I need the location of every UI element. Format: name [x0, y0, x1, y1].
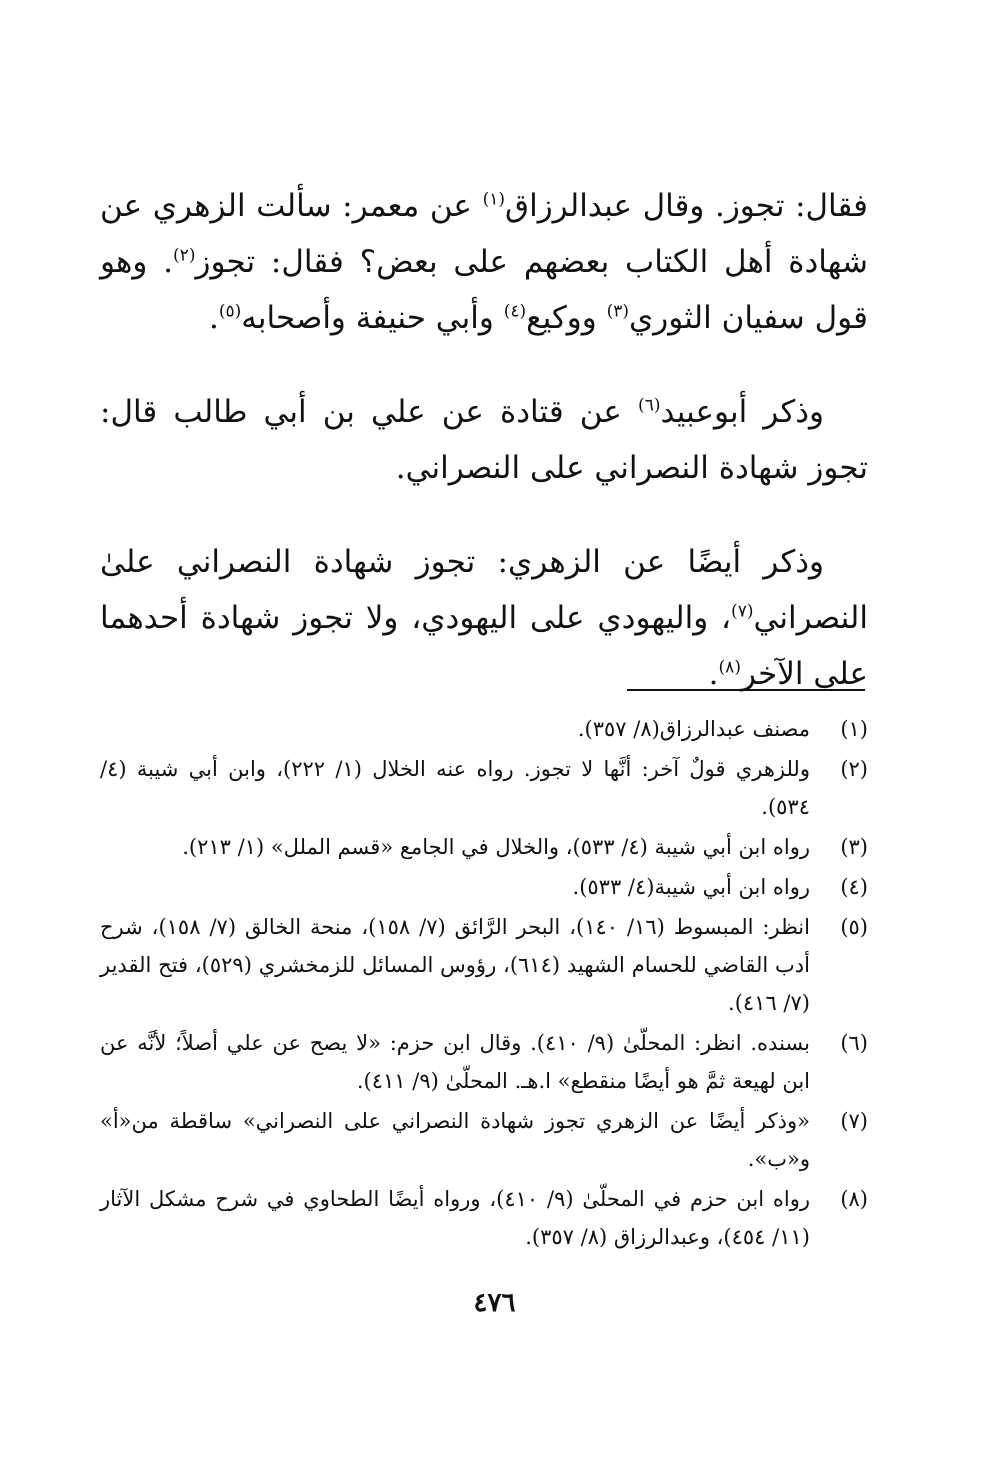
footnote [100, 828, 868, 866]
page-number: ٤٧٦ [473, 1288, 516, 1318]
paragraph-text: فقال: تجوز. وقال عبدالرزاق [505, 188, 868, 224]
footnote-number: (١) [840, 717, 868, 741]
footnote-number: (٢) [840, 757, 868, 781]
footnote-marker: (٥) [218, 301, 242, 322]
footnote-text: انظر: المبسوط (١٦/ ١٤٠)، البحر الرَّائق (٧/ ١٥٨)، منحة الخالق (٧/ ١٥٨)، شرح أدب القاضي للحسام الشهيد (٦١٤)، رؤوس المسائل للزمخشري (٥٢٩)، فتح القدير (٧/ ٤١٦). [100, 915, 810, 1015]
paragraph-text: ، واليهودي على اليهودي، ولا تجوز شهادة أحدهما على الآخر [100, 600, 868, 692]
footnote-text: رواه ابن حزم في المحلّىٰ (٩/ ٤١٠)، ورواه أيضًا الطحاوي في شرح مشكل الآثار (١١/ ٤٥٤)، وعبدالرزاق (٨/ ٣٥٧). [100, 1187, 810, 1249]
footnote [100, 1180, 868, 1256]
footnote [100, 1102, 868, 1178]
footnote-marker: (١) [482, 189, 506, 210]
footnote-text: مصنف عبدالرزاق(٨/ ٣٥٧). [577, 717, 810, 741]
paragraph-text: . [208, 300, 219, 336]
paragraph-text: وذكر أيضًا عن الزهري: تجوز شهادة النصراني علىٰ النصراني [100, 544, 868, 636]
footnotes [100, 710, 868, 1258]
footnote-number: (٤) [840, 875, 868, 899]
footnote-marker: (٢) [173, 245, 196, 266]
footnote-marker: (٣) [606, 301, 630, 322]
footnote-text: رواه ابن أبي شيبة(٤/ ٥٣٣). [572, 875, 810, 899]
footnote-marker: (٧) [731, 601, 754, 622]
footnote-number: (٦) [840, 1031, 868, 1055]
paragraph-text: . وهو قول سفيان الثوري [100, 244, 868, 336]
footnote-number: (٨) [840, 1187, 868, 1211]
footnote-marker: (٤) [503, 301, 527, 322]
footnote-text: «وذكر أيضًا عن الزهري تجوز شهادة النصراني على النصراني» ساقطة من«أ» و«ب». [100, 1109, 810, 1171]
footnote-marker: (٦) [638, 395, 661, 416]
main-text [100, 178, 868, 702]
paragraph-text: عن قتادة عن علي بن أبي طالب قال: تجوز شهادة النصراني على النصراني. [100, 394, 868, 486]
footnote-text: وللزهري قولٌ آخر: أنَّها لا تجوز. رواه عنه الخلال (١/ ٢٢٢)، وابن أبي شيبة (٤/ ٥٣٤). [100, 757, 810, 819]
footnote-number: (٣) [840, 835, 868, 859]
paragraph-text: . [708, 656, 719, 692]
footnote-number: (٥) [840, 915, 868, 939]
paragraph-text: وذكر أبوعبيد [660, 394, 824, 430]
footnote [100, 750, 868, 826]
footnote-text: رواه ابن أبي شيبة (٤/ ٥٣٣)، والخلال في الجامع «قسم الملل» (١/ ٢١٣). [182, 835, 810, 859]
footnote [100, 1024, 868, 1100]
paragraph-2 [100, 384, 868, 496]
footnote [100, 710, 868, 748]
footnote-marker: (٨) [718, 657, 741, 678]
paragraph-text: ووكيع [526, 300, 607, 336]
footnote-number: (٧) [840, 1109, 868, 1133]
footnote-divider [627, 689, 865, 691]
paragraph-text: عن معمر: سألت الزهري عن شهادة أهل الكتاب بعضهم على بعض؟ فقال: تجوز [100, 188, 868, 280]
paragraph-1 [100, 178, 868, 346]
footnote [100, 868, 868, 906]
paragraph-text: وأبي حنيفة وأصحابه [241, 300, 504, 336]
paragraph-3 [100, 534, 868, 702]
footnote-text: بسنده. انظر: المحلّىٰ (٩/ ٤١٠). وقال ابن حزم: «لا يصح عن علي أصلاً؛ لأنَّه عن ابن لهيعة ثمَّ هو أيضًا منقطع» ا.هـ. المحلّىٰ (٩/ ٤١١). [100, 1031, 810, 1093]
footnote [100, 908, 868, 1022]
